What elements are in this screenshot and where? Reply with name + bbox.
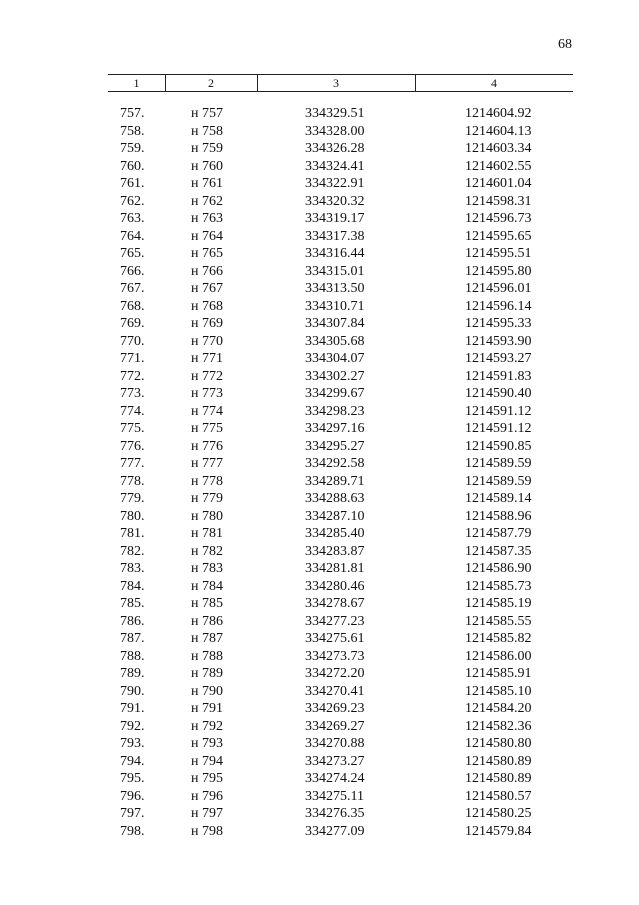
table-row xyxy=(0,805,639,823)
point-label: н 795 xyxy=(191,771,223,786)
row-number: 792. xyxy=(120,718,145,734)
coord-y: 1214591.12 xyxy=(465,403,532,419)
point-label: н 792 xyxy=(191,718,223,734)
coord-y: 1214595.65 xyxy=(465,228,532,244)
coord-x: 334287.10 xyxy=(305,508,365,524)
table-row xyxy=(0,298,639,316)
point-label: н 782 xyxy=(191,543,223,559)
coord-y: 1214603.34 xyxy=(465,141,532,156)
table-row xyxy=(0,718,639,736)
point-label: н 771 xyxy=(191,351,223,366)
point-label: н 773 xyxy=(191,386,223,401)
coord-x: 334273.73 xyxy=(305,648,365,664)
coord-x: 334269.27 xyxy=(305,718,365,734)
coord-x: 334285.40 xyxy=(305,526,365,541)
coord-y: 1214596.01 xyxy=(465,281,532,296)
coord-y: 1214585.10 xyxy=(465,683,532,699)
coord-x: 334298.23 xyxy=(305,403,365,419)
coord-y: 1214604.13 xyxy=(465,123,532,139)
row-number: 777. xyxy=(120,456,145,471)
table-row xyxy=(0,700,639,718)
table-row xyxy=(0,683,639,701)
table-row xyxy=(0,595,639,613)
coord-y: 1214580.89 xyxy=(465,753,532,769)
point-label: н 764 xyxy=(191,228,223,244)
coord-y: 1214591.12 xyxy=(465,421,532,436)
coord-x: 334315.01 xyxy=(305,263,365,279)
point-label: н 786 xyxy=(191,613,223,629)
coord-x: 334304.07 xyxy=(305,351,365,366)
header-col-3: 3 xyxy=(333,76,339,90)
coord-y: 1214591.83 xyxy=(465,368,532,384)
row-number: 763. xyxy=(120,211,145,226)
table-row xyxy=(0,263,639,281)
point-label: н 790 xyxy=(191,683,223,699)
table-row xyxy=(0,665,639,683)
table-row xyxy=(0,105,639,123)
point-label: н 777 xyxy=(191,456,223,471)
coord-x: 334289.71 xyxy=(305,473,365,489)
header-col-2: 2 xyxy=(208,76,214,90)
point-label: н 772 xyxy=(191,368,223,384)
point-label: н 765 xyxy=(191,246,223,261)
point-label: н 793 xyxy=(191,736,223,751)
row-number: 767. xyxy=(120,281,145,296)
coord-x: 334297.16 xyxy=(305,421,365,436)
row-number: 768. xyxy=(120,298,145,314)
coord-y: 1214579.84 xyxy=(465,823,532,839)
point-label: н 778 xyxy=(191,473,223,489)
coord-x: 334278.67 xyxy=(305,596,365,611)
row-number: 789. xyxy=(120,666,145,681)
table-row xyxy=(0,158,639,176)
coord-y: 1214585.73 xyxy=(465,578,532,594)
coord-x: 334326.28 xyxy=(305,141,365,156)
row-number: 766. xyxy=(120,263,145,279)
coord-x: 334275.11 xyxy=(305,788,364,804)
point-label: н 785 xyxy=(191,596,223,611)
coord-y: 1214585.82 xyxy=(465,631,532,646)
coord-x: 334329.51 xyxy=(305,106,365,121)
table-row xyxy=(0,193,639,211)
row-number: 793. xyxy=(120,736,145,751)
point-label: н 758 xyxy=(191,123,223,139)
coord-x: 334283.87 xyxy=(305,543,365,559)
row-number: 762. xyxy=(120,193,145,209)
table-row xyxy=(0,648,639,666)
row-number: 796. xyxy=(120,788,145,804)
coord-y: 1214590.40 xyxy=(465,386,532,401)
coord-x: 334273.27 xyxy=(305,753,365,769)
row-number: 769. xyxy=(120,316,145,331)
coord-x: 334299.67 xyxy=(305,386,365,401)
coord-y: 1214589.59 xyxy=(465,473,532,489)
coord-y: 1214587.79 xyxy=(465,526,532,541)
point-label: н 774 xyxy=(191,403,223,419)
row-number: 758. xyxy=(120,123,145,139)
coordinate-table-body xyxy=(0,105,639,840)
coord-x: 334302.27 xyxy=(305,368,365,384)
table-row xyxy=(0,280,639,298)
table-row xyxy=(0,210,639,228)
table-row xyxy=(0,455,639,473)
coord-x: 334307.84 xyxy=(305,316,365,331)
row-number: 776. xyxy=(120,438,145,454)
row-number: 771. xyxy=(120,351,145,366)
coord-y: 1214585.55 xyxy=(465,613,532,629)
table-row xyxy=(0,508,639,526)
coord-y: 1214584.20 xyxy=(465,701,532,716)
coord-x: 334317.38 xyxy=(305,228,365,244)
table-row xyxy=(0,473,639,491)
table-row xyxy=(0,228,639,246)
point-label: н 775 xyxy=(191,421,223,436)
row-number: 784. xyxy=(120,578,145,594)
point-label: н 767 xyxy=(191,281,223,296)
coord-y: 1214585.91 xyxy=(465,666,532,681)
table-row xyxy=(0,613,639,631)
coord-y: 1214602.55 xyxy=(465,158,532,174)
row-number: 774. xyxy=(120,403,145,419)
coord-y: 1214586.90 xyxy=(465,561,532,576)
coord-y: 1214593.27 xyxy=(465,351,532,366)
point-label: н 798 xyxy=(191,823,223,839)
table-row xyxy=(0,438,639,456)
table-row xyxy=(0,630,639,648)
table-row xyxy=(0,420,639,438)
coord-y: 1214582.36 xyxy=(465,718,532,734)
table-row xyxy=(0,753,639,771)
coord-y: 1214580.89 xyxy=(465,771,532,786)
row-number: 788. xyxy=(120,648,145,664)
coord-x: 334320.32 xyxy=(305,193,365,209)
coord-x: 334277.23 xyxy=(305,613,365,629)
table-row xyxy=(0,175,639,193)
table-row xyxy=(0,735,639,753)
coord-y: 1214587.35 xyxy=(465,543,532,559)
coord-x: 334281.81 xyxy=(305,561,365,576)
coord-y: 1214601.04 xyxy=(465,176,532,191)
coord-x: 334295.27 xyxy=(305,438,365,454)
coord-y: 1214588.96 xyxy=(465,508,532,524)
point-label: н 761 xyxy=(191,176,223,191)
coord-x: 334319.17 xyxy=(305,211,365,226)
row-number: 761. xyxy=(120,176,145,191)
row-number: 783. xyxy=(120,561,145,576)
table-row xyxy=(0,123,639,141)
table-row xyxy=(0,245,639,263)
point-label: н 796 xyxy=(191,788,223,804)
row-number: 770. xyxy=(120,333,145,349)
coord-y: 1214585.19 xyxy=(465,596,532,611)
coord-y: 1214604.92 xyxy=(465,106,532,121)
table-row xyxy=(0,333,639,351)
coord-x: 334274.24 xyxy=(305,771,365,786)
point-label: н 787 xyxy=(191,631,223,646)
point-label: н 757 xyxy=(191,106,223,121)
coord-x: 334270.41 xyxy=(305,683,365,699)
coord-x: 334277.09 xyxy=(305,823,365,839)
coord-y: 1214586.00 xyxy=(465,648,532,664)
table-row xyxy=(0,315,639,333)
coord-y: 1214593.90 xyxy=(465,333,532,349)
coord-x: 334324.41 xyxy=(305,158,365,174)
point-label: н 781 xyxy=(191,526,223,541)
row-number: 765. xyxy=(120,246,145,261)
coord-x: 334288.63 xyxy=(305,491,365,506)
table-row xyxy=(0,823,639,841)
row-number: 786. xyxy=(120,613,145,629)
row-number: 757. xyxy=(120,106,145,121)
row-number: 787. xyxy=(120,631,145,646)
coord-y: 1214580.80 xyxy=(465,736,532,751)
coord-x: 334328.00 xyxy=(305,123,365,139)
coord-y: 1214589.59 xyxy=(465,456,532,471)
coord-x: 334270.88 xyxy=(305,736,365,751)
coord-y: 1214590.85 xyxy=(465,438,532,454)
coord-y: 1214580.25 xyxy=(465,806,532,821)
row-number: 778. xyxy=(120,473,145,489)
row-number: 772. xyxy=(120,368,145,384)
coord-x: 334275.61 xyxy=(305,631,365,646)
point-label: н 780 xyxy=(191,508,223,524)
point-label: н 783 xyxy=(191,561,223,576)
row-number: 794. xyxy=(120,753,145,769)
coord-y: 1214589.14 xyxy=(465,491,532,506)
table-row xyxy=(0,140,639,158)
coord-y: 1214598.31 xyxy=(465,193,532,209)
row-number: 791. xyxy=(120,701,145,716)
header-col-4: 4 xyxy=(491,76,497,90)
row-number: 797. xyxy=(120,806,145,821)
table-row xyxy=(0,403,639,421)
coord-x: 334313.50 xyxy=(305,281,365,296)
point-label: н 779 xyxy=(191,491,223,506)
table-row xyxy=(0,368,639,386)
point-label: н 770 xyxy=(191,333,223,349)
point-label: н 759 xyxy=(191,141,223,156)
point-label: н 789 xyxy=(191,666,223,681)
point-label: н 797 xyxy=(191,806,223,821)
coord-y: 1214595.33 xyxy=(465,316,532,331)
row-number: 760. xyxy=(120,158,145,174)
row-number: 795. xyxy=(120,771,145,786)
row-number: 798. xyxy=(120,823,145,839)
point-label: н 766 xyxy=(191,263,223,279)
table-row xyxy=(0,560,639,578)
coord-y: 1214595.80 xyxy=(465,263,532,279)
table-row xyxy=(0,788,639,806)
header-col-1: 1 xyxy=(133,76,140,90)
coord-y: 1214595.51 xyxy=(465,246,532,261)
table-row xyxy=(0,350,639,368)
point-label: н 762 xyxy=(191,193,223,209)
point-label: н 769 xyxy=(191,316,223,331)
point-label: н 760 xyxy=(191,158,223,174)
row-number: 775. xyxy=(120,421,145,436)
point-label: н 788 xyxy=(191,648,223,664)
row-number: 759. xyxy=(120,141,145,156)
row-number: 782. xyxy=(120,543,145,559)
row-number: 781. xyxy=(120,526,145,541)
point-label: н 776 xyxy=(191,438,223,454)
row-number: 780. xyxy=(120,508,145,524)
page-number: 68 xyxy=(558,37,572,52)
coord-x: 334305.68 xyxy=(305,333,365,349)
table-row xyxy=(0,543,639,561)
coord-x: 334322.91 xyxy=(305,176,365,191)
coord-x: 334316.44 xyxy=(305,246,365,261)
row-number: 764. xyxy=(120,228,145,244)
table-row xyxy=(0,525,639,543)
coord-x: 334280.46 xyxy=(305,578,365,594)
point-label: н 763 xyxy=(191,211,223,226)
coord-x: 334292.58 xyxy=(305,456,365,471)
point-label: н 784 xyxy=(191,578,223,594)
point-label: н 794 xyxy=(191,753,223,769)
coord-y: 1214596.73 xyxy=(465,211,532,226)
table-row xyxy=(0,385,639,403)
coord-y: 1214580.57 xyxy=(465,788,532,804)
coord-x: 334269.23 xyxy=(305,701,365,716)
table-row xyxy=(0,490,639,508)
row-number: 779. xyxy=(120,491,145,506)
table-row xyxy=(0,770,639,788)
table-row xyxy=(0,578,639,596)
table-header xyxy=(108,74,573,92)
point-label: н 768 xyxy=(191,298,223,314)
point-label: н 791 xyxy=(191,701,223,716)
row-number: 790. xyxy=(120,683,145,699)
coord-x: 334272.20 xyxy=(305,666,365,681)
row-number: 773. xyxy=(120,386,145,401)
coord-x: 334310.71 xyxy=(305,298,365,314)
row-number: 785. xyxy=(120,596,145,611)
coord-x: 334276.35 xyxy=(305,806,365,821)
coord-y: 1214596.14 xyxy=(465,298,532,314)
